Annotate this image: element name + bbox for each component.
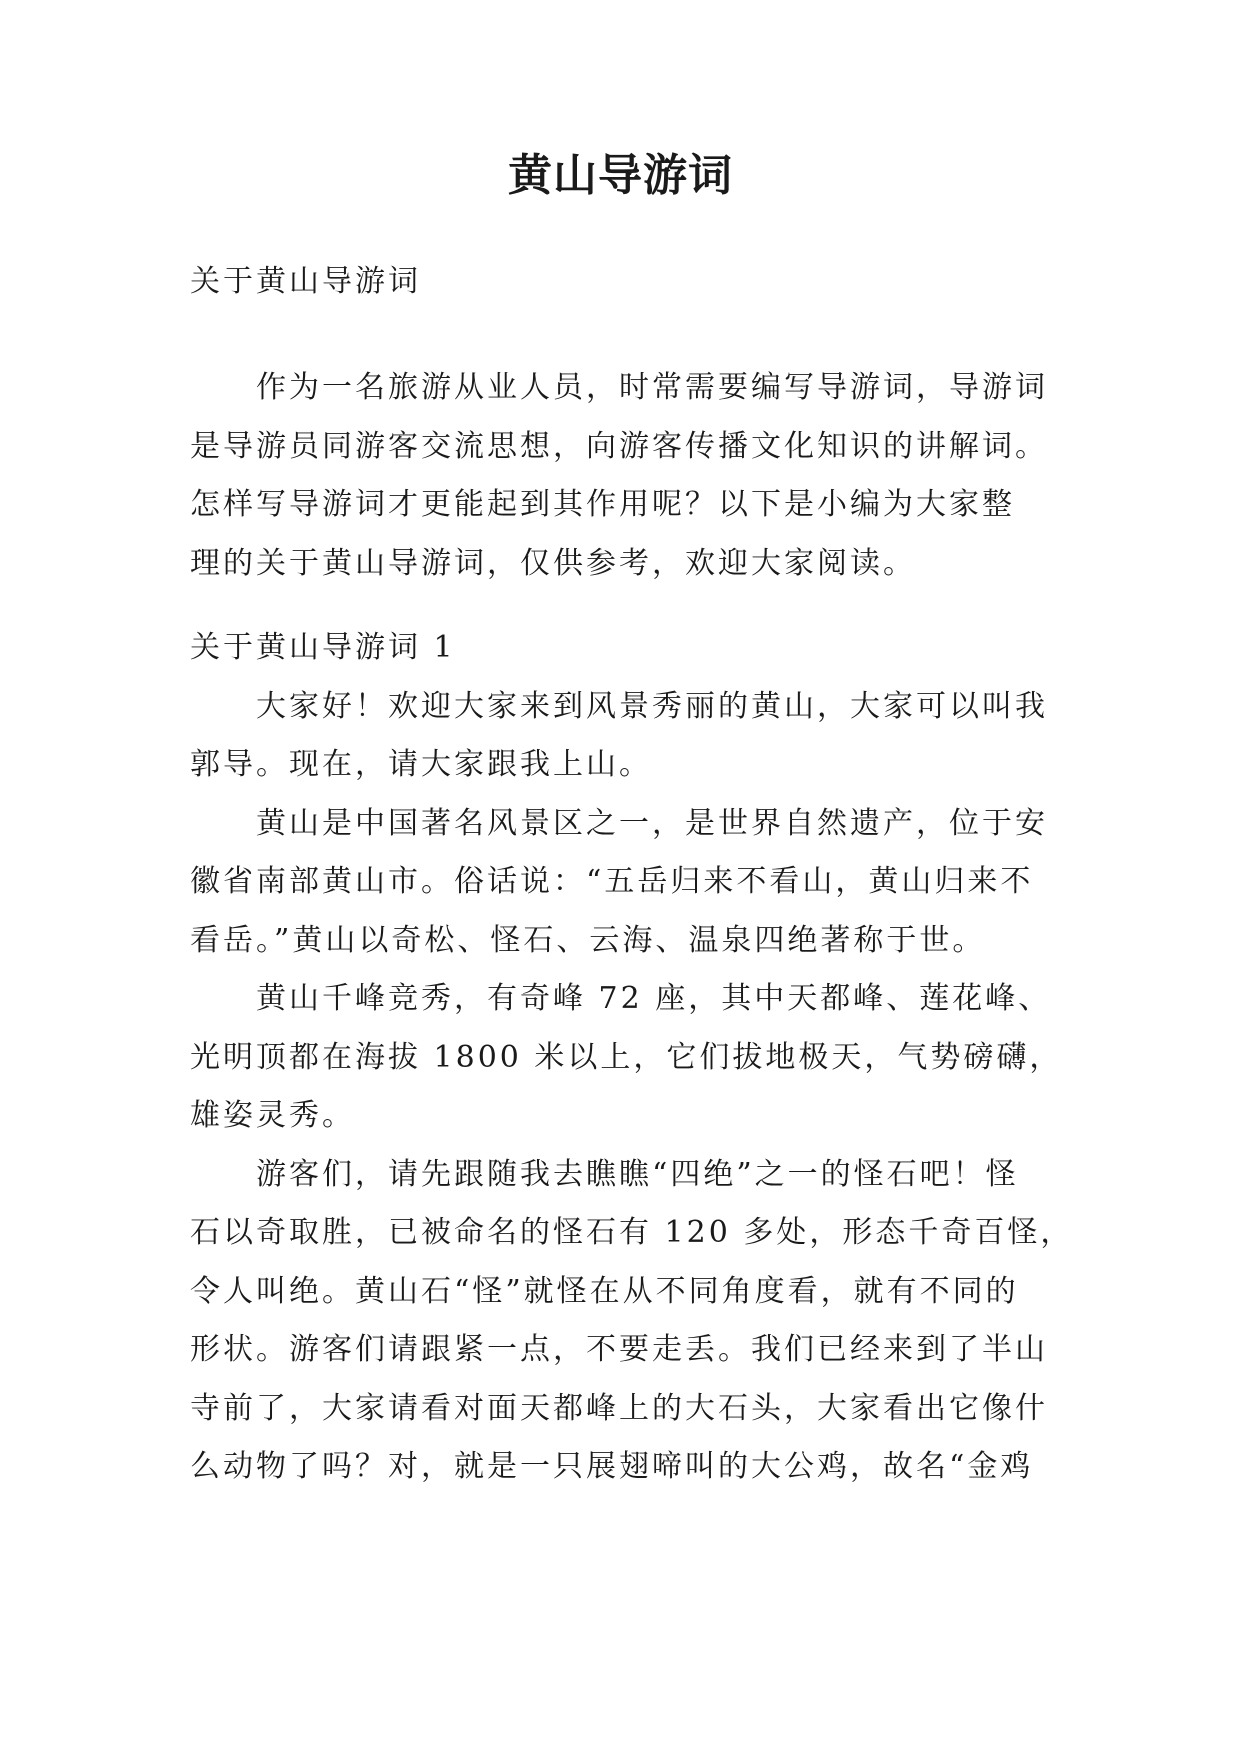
body-line: 大家好！欢迎大家来到风景秀丽的黄山，大家可以叫我: [256, 688, 1048, 724]
body-line: 形状。游客们请跟紧一点，不要走丢。我们已经来到了半山: [190, 1332, 1048, 1367]
intro-line: 理的关于黄山导游词，仅供参考，欢迎大家阅读。: [190, 545, 916, 581]
intro-line: 是导游员同游客交流思想，向游客传播文化知识的讲解词。: [190, 428, 1048, 464]
body-line: 么动物了吗？对，就是一只展翅啼叫的大公鸡，故名“金鸡: [190, 1449, 1034, 1484]
subtitle-block: [190, 253, 1070, 312]
body-line: 令人叫绝。黄山石“怪”就怪在从不同角度看，就有不同的: [190, 1273, 1019, 1309]
body-line: 郭导。现在，请大家跟我上山。: [190, 747, 652, 782]
document-subtitle: 关于黄山导游词: [190, 264, 421, 299]
intro-line: 怎样写导游词才更能起到其作用呢？以下是小编为大家整: [190, 487, 1015, 522]
intro-line: 作为一名旅游从业人员，时常需要编写导游词，导游词: [256, 370, 1048, 405]
document-title: 黄山导游词: [508, 150, 733, 201]
body-line: 看岳。”黄山以奇松、怪石、云海、温泉四绝著称于世。: [190, 922, 986, 958]
section-heading: 关于黄山导游词 1: [190, 630, 456, 665]
body-line: 寺前了，大家请看对面天都峰上的大石头，大家看出它像什: [190, 1390, 1048, 1426]
body-line: 黄山是中国著名风景区之一，是世界自然遗产，位于安: [256, 805, 1048, 841]
body-line: 游客们，请先跟随我去瞧瞧“四绝”之一的怪石吧！怪: [256, 1156, 1019, 1192]
body-line: 光明顶都在海拔 1800 米以上，它们拔地极天，气势磅礴，: [190, 1039, 1063, 1075]
intro-paragraph: [190, 359, 1070, 593]
body-line: 黄山千峰竞秀，有奇峰 72 座，其中天都峰、莲花峰、: [256, 981, 1052, 1016]
section-block: [190, 619, 1074, 1497]
body-line: 石以奇取胜，已被命名的怪石有 120 多处，形态千奇百怪，: [190, 1215, 1074, 1250]
body-line: 雄姿灵秀。: [190, 1098, 355, 1133]
body-line: 徽省南部黄山市。俗话说：“五岳归来不看山，黄山归来不: [190, 864, 1034, 899]
